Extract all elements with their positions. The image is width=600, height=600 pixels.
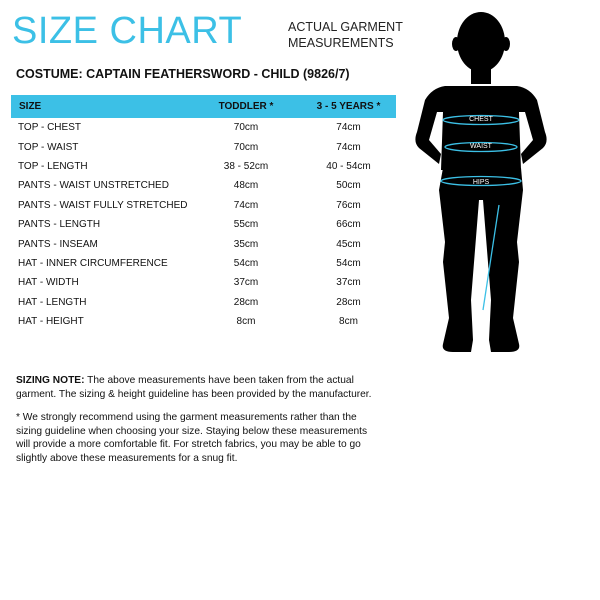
years-3-5-value-cell: 76cm [336,199,361,211]
table-row [11,176,396,195]
measurement-name-cell: PANTS - INSEAM [18,238,98,250]
column-header-toddler: TODDLER * [191,95,301,118]
toddler-value-cell: 74cm [233,199,259,211]
measurement-name-cell: HAT - INNER CIRCUMFERENCE [18,257,168,269]
toddler-value-cell: 38 - 52cm [223,160,269,172]
measurement-name-cell: TOP - WAIST [18,141,79,153]
table-row [11,312,396,331]
measurement-name-cell: PANTS - LENGTH [18,219,101,231]
toddler-value-cell: 35cm [233,238,259,250]
measurement-name-cell: HAT - LENGTH [18,296,87,308]
hips-label: HIPS [472,179,490,186]
toddler-value-cell: 70cm [233,122,259,134]
years-3-5-value-cell: 66cm [336,219,361,231]
toddler-value-cell: 28cm [233,296,259,308]
table-row [11,293,396,312]
toddler-value-cell: 48cm [233,180,259,192]
child-silhouette-figure [405,0,600,380]
waist-label: WAIST [470,143,492,150]
caption-line-2: MEASUREMENTS [288,36,394,50]
chest-label: CHEST [469,116,493,123]
table-row [11,254,396,273]
table-row [11,273,396,292]
table-body [11,118,396,331]
sizing-note [16,374,376,476]
years-3-5-value-cell: 54cm [336,257,361,269]
size-table [11,95,396,331]
costume-name: COSTUME: CAPTAIN FEATHERSWORD - CHILD (9826/7) [16,67,350,81]
sizing-note-label: SIZING NOTE: [16,375,85,386]
sizing-note-paragraph [16,374,376,401]
table-row [11,137,396,156]
recommendation-paragraph: * We strongly recommend using the garment measurements rather than the sizing guideline when choosing your size. Staying below these measurements will provide a more comfortable fit. For stretch fabrics, you may be able to go slightly above these measurements for a snug fit. [16,412,368,464]
table-header-row [11,95,396,118]
silhouette-svg [405,0,600,380]
toddler-value-cell: 37cm [233,277,259,289]
years-3-5-value-cell: 8cm [339,316,358,328]
table-row [11,118,396,137]
years-3-5-value-cell: 40 - 54cm [326,160,371,172]
table-row [11,234,396,253]
actual-measurements-caption [288,19,408,51]
years-3-5-value-cell: 74cm [336,122,361,134]
table-row [11,196,396,215]
toddler-value-cell: 54cm [233,257,259,269]
inseam-label: INSEAM [476,257,488,286]
toddler-value-cell: 55cm [233,219,259,231]
size-chart-title: SIZE CHART [12,10,243,52]
years-3-5-value-cell: 74cm [336,141,361,153]
measurement-name-cell: HAT - HEIGHT [18,316,84,328]
table-row [11,215,396,234]
measurement-name-cell: TOP - CHEST [18,122,81,134]
sizing-note-text: The above measurements have been taken from the actual garment. The sizing & height guideline has been provided by the manufacturer. [16,375,372,400]
column-header-size: SIZE [11,95,191,118]
measurement-name-cell: TOP - LENGTH [18,160,88,172]
toddler-value-cell: 70cm [233,141,259,153]
years-3-5-value-cell: 50cm [336,180,361,192]
measurement-name-cell: HAT - WIDTH [18,277,79,289]
column-header-3-5-years: 3 - 5 YEARS * [301,95,396,118]
years-3-5-value-cell: 37cm [336,277,361,289]
measurement-name-cell: PANTS - WAIST FULLY STRETCHED [18,199,188,211]
years-3-5-value-cell: 45cm [336,238,361,250]
years-3-5-value-cell: 28cm [336,296,361,308]
toddler-value-cell: 8cm [236,316,256,328]
caption-line-1: ACTUAL GARMENT [288,20,403,34]
measurement-name-cell: PANTS - WAIST UNSTRETCHED [18,180,169,192]
table-row [11,157,396,176]
